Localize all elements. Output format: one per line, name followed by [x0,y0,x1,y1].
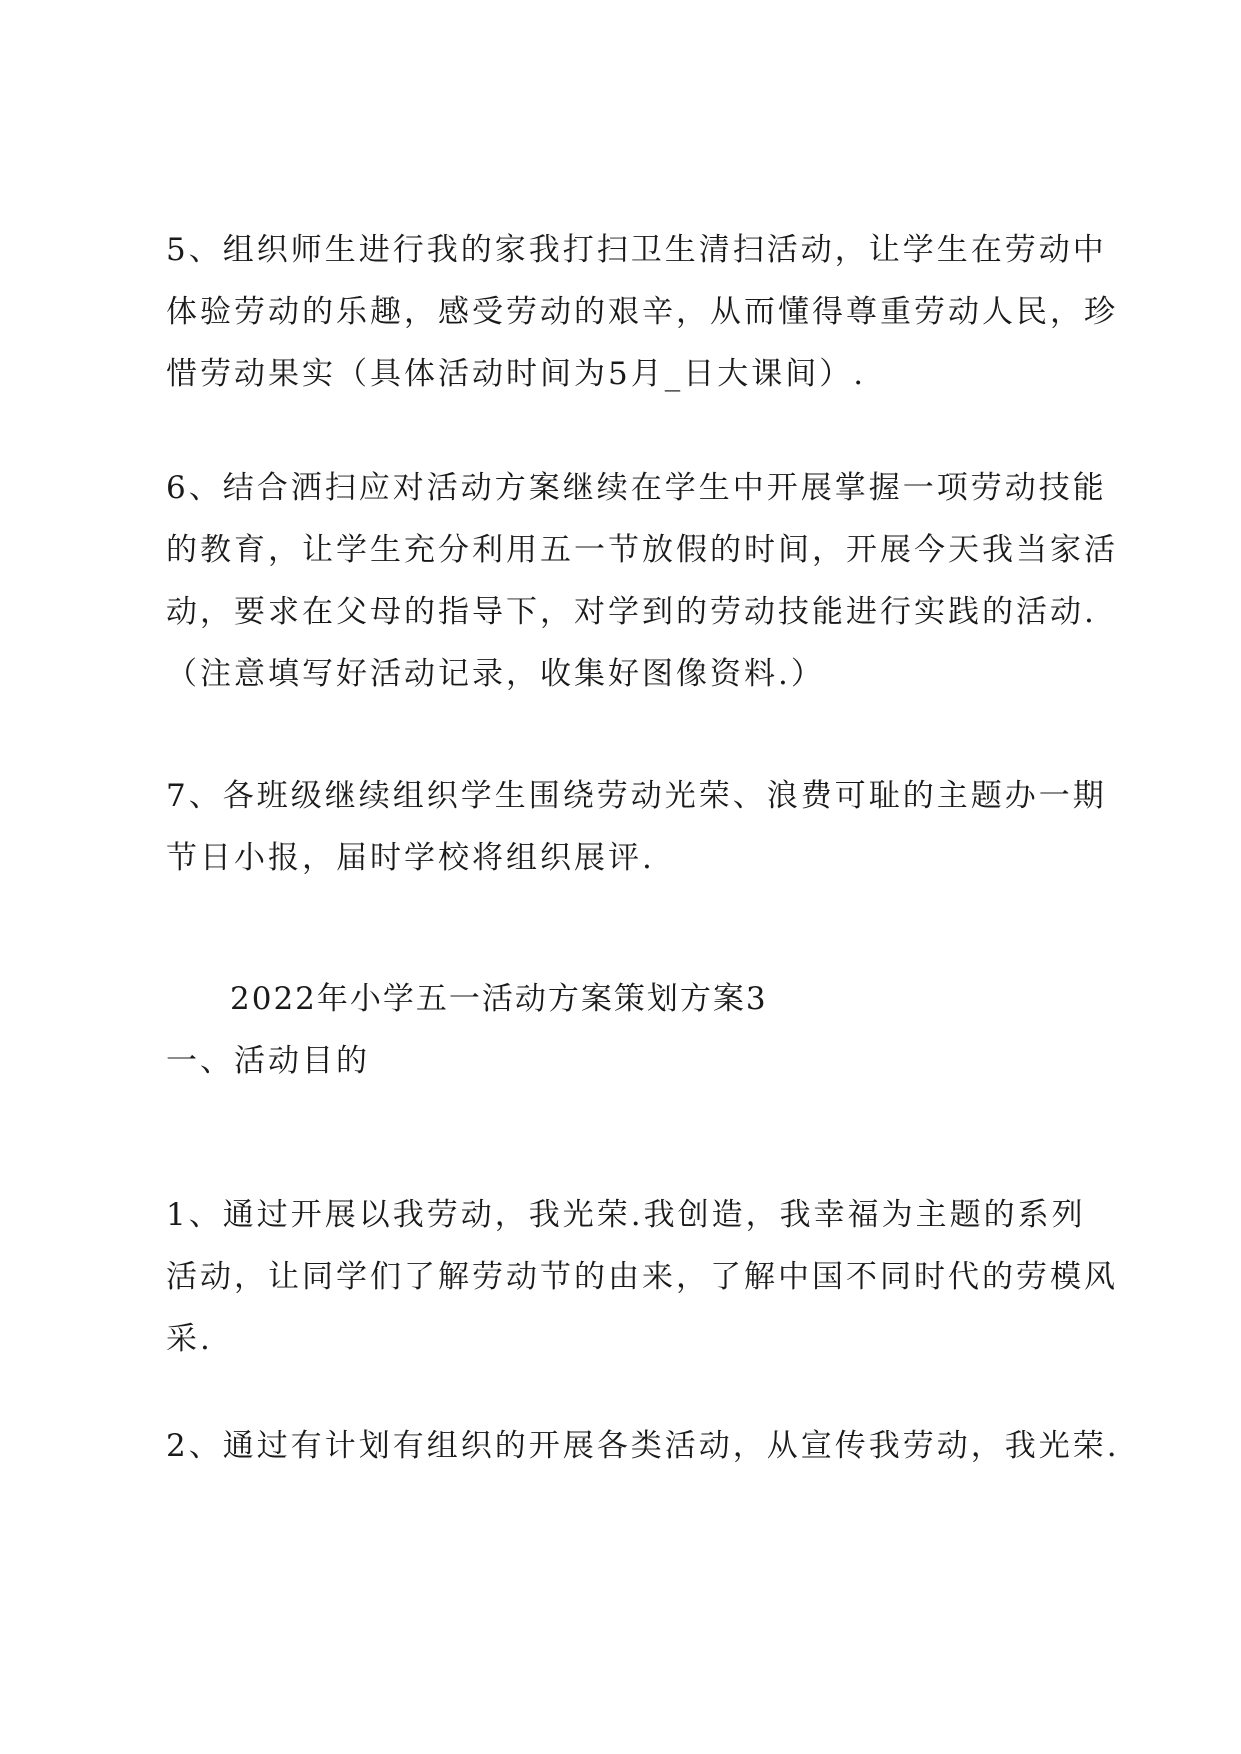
paragraph-line: 1、通过开展以我劳动，我光荣.我创造，我幸福为主题的系列 [166,1197,1086,1233]
paragraph-line: 6、结合洒扫应对活动方案继续在学生中开展掌握一项劳动技能 [166,470,1107,506]
paragraph-line: 动，要求在父母的指导下，对学到的劳动技能进行实践的活动. [166,594,1097,630]
section-subtitle [166,1030,1096,1092]
paragraph-line: 采. [166,1321,213,1357]
paragraph-line: 体验劳动的乐趣，感受劳动的艰辛，从而懂得尊重劳动人民，珍 [166,294,1118,330]
paragraph-line: 节日小报，届时学校将组织展评. [166,840,655,876]
paragraph-line: 的教育，让学生充分利用五一节放假的时间，开展今天我当家活 [166,532,1118,568]
paragraph-line: 7、各班级继续组织学生围绕劳动光荣、浪费可耻的主题办一期 [166,778,1107,814]
section-title: 2022年小学五一活动方案策划方案3 [230,981,768,1017]
subtitle-line: 一、活动目的 [166,1043,370,1079]
paragraph-item-7 [166,765,1107,889]
paragraph-line: 5、组织师生进行我的家我打扫卫生清扫活动，让学生在劳动中 [166,232,1107,268]
objective-item-1 [166,1184,1118,1370]
objective-item-2 [166,1415,1120,1477]
paragraph-line: 2、通过有计划有组织的开展各类活动，从宣传我劳动，我光荣. [166,1428,1120,1464]
paragraph-item-6 [166,457,1118,705]
paragraph-line: 活动，让同学们了解劳动节的由来，了解中国不同时代的劳模风 [166,1259,1118,1295]
paragraph-item-5 [166,219,1118,405]
paragraph-line: （注意填写好活动记录，收集好图像资料.） [166,656,825,692]
paragraph-line: 惜劳动果实（具体活动时间为5月_日大课间）. [166,356,867,392]
